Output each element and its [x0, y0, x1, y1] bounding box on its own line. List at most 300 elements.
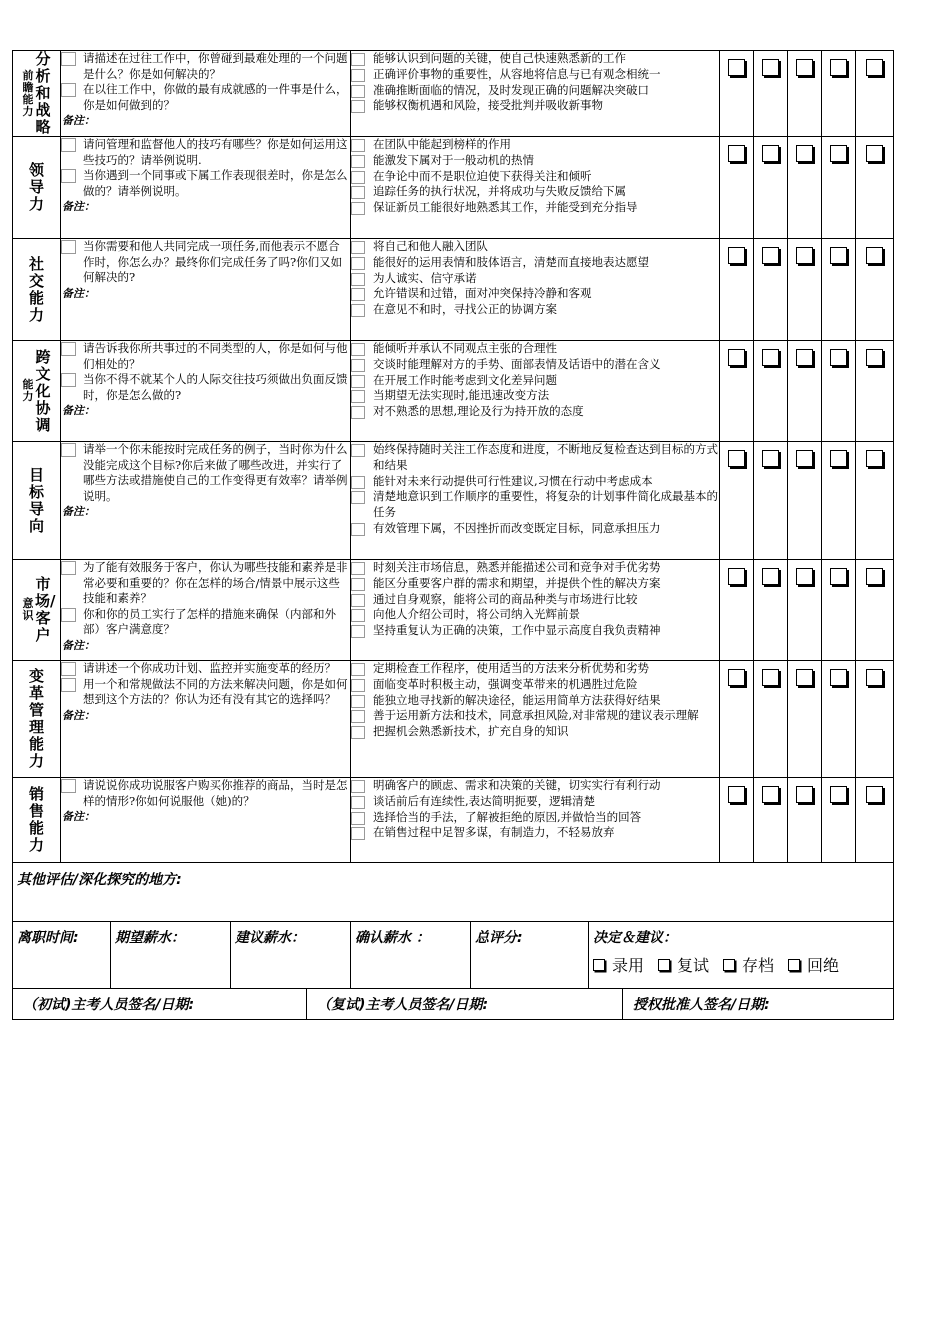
score-cell: [720, 137, 754, 239]
category-label-wrap: [13, 467, 60, 535]
competency-row: [13, 778, 894, 863]
question-item: [61, 341, 350, 372]
criterion-item: [351, 560, 719, 576]
checkbox-icon[interactable]: [351, 304, 365, 317]
competency-row: [13, 661, 894, 778]
criterion-text: 能够权衡机遇和风险，接受批判并吸收新事物: [373, 98, 603, 113]
checkbox-icon[interactable]: [351, 257, 365, 270]
checkbox-icon[interactable]: [351, 273, 365, 286]
score-cell: [856, 137, 894, 239]
question-text: 请举一个你未能按时完成任务的例子，当时你为什么没能完成这个目标?你后来做了哪些改进，并实行了哪些方法或措施使自己的工作变得更有效率？请举例说明。: [83, 442, 348, 503]
other-evaluation-field[interactable]: [13, 863, 894, 922]
decision-field: [589, 922, 894, 989]
score-checkbox-icon[interactable]: [728, 247, 745, 264]
competency-row: [13, 442, 894, 560]
checkbox-icon[interactable]: [351, 390, 365, 403]
question-item: [61, 168, 350, 199]
score-checkbox-icon[interactable]: [830, 59, 847, 76]
criterion-text: 能很好的运用表情和肢体语言，清楚而直接地表达愿望: [373, 254, 649, 269]
checkbox-icon[interactable]: [723, 959, 735, 971]
question-text: 当你需要和他人共同完成一项任务,而他表示不愿合作时，你怎么办？最终你们完成任务了吗?你们又如何解决的?: [83, 239, 343, 284]
checkbox-icon[interactable]: [351, 594, 365, 607]
criterion-text: 选择恰当的手法，了解被拒绝的原因,并做恰当的回答: [373, 809, 642, 824]
evaluation-criteria: [351, 341, 720, 442]
category-main-label: 领导力: [28, 161, 44, 213]
category-main-label: 销售能力: [28, 785, 44, 854]
note-label: 备注：: [62, 114, 95, 127]
score-checkbox-icon[interactable]: [866, 450, 883, 467]
criterion-item: [351, 98, 719, 114]
checkbox-icon[interactable]: [351, 288, 365, 301]
evaluation-criteria: [351, 137, 720, 239]
question-text: 请告诉我你所共事过的不同类型的人，你是如何与他们相处的？: [83, 341, 348, 371]
score-checkbox-icon[interactable]: [866, 568, 883, 585]
decision-options: [593, 953, 889, 976]
checkbox-icon[interactable]: [351, 780, 365, 793]
question-item: [61, 661, 350, 677]
score-checkbox-icon[interactable]: [796, 247, 813, 264]
confirmed-salary-label: 确认薪水 ：: [355, 930, 430, 946]
criterion-text: 有效管理下属，不因挫折而改变既定目标，同意承担压力: [373, 520, 661, 535]
criterion-text: 准确推断面临的情况，及时发现正确的问题解决突破口: [373, 82, 649, 97]
checkbox-icon[interactable]: [351, 827, 365, 840]
checkbox-icon[interactable]: [351, 695, 365, 708]
competency-category: [13, 661, 61, 778]
question-item: [61, 442, 350, 504]
decision-label: 决定＆建议：: [593, 930, 677, 946]
score-checkbox-icon[interactable]: [796, 145, 813, 162]
category-label-wrap: [13, 576, 60, 644]
criterion-item: [351, 825, 719, 841]
score-checkbox-icon[interactable]: [762, 59, 779, 76]
competency-row: [13, 51, 894, 137]
criterion-text: 正确评价事物的重要性，从容地将信息与已有观念相统一: [373, 66, 661, 81]
criterion-text: 能够认识到问题的关键，使自己快速熟悉新的工作: [373, 51, 626, 65]
category-main-label: 市场/客户: [35, 575, 56, 644]
criterion-item: [351, 388, 719, 404]
checkbox-icon[interactable]: [351, 202, 365, 215]
category-main-label: 变革管理能力: [28, 667, 44, 770]
score-checkbox-icon[interactable]: [762, 349, 779, 366]
question-text: 请讲述一个你成功计划、监控并实施变革的经历？: [83, 661, 336, 675]
score-checkbox-icon[interactable]: [830, 349, 847, 366]
checkbox-icon[interactable]: [61, 608, 76, 622]
category-label-wrap: [13, 162, 60, 213]
criterion-item: [351, 341, 719, 357]
competency-row: [13, 341, 894, 442]
interview-questions: [61, 239, 351, 341]
criterion-text: 能针对未来行动提供可行性建议,习惯在行动中考虑成本: [373, 473, 653, 488]
question-item: [61, 560, 350, 607]
signature-table: [12, 989, 894, 1020]
interview-questions: [61, 442, 351, 560]
checkbox-icon[interactable]: [61, 52, 76, 66]
category-side-label: 前瞻能力: [22, 68, 34, 118]
interview-questions: [61, 560, 351, 661]
competency-category: [13, 137, 61, 239]
leave-time-label: 离职时间:: [17, 930, 79, 946]
evaluation-criteria: [351, 51, 720, 137]
checkbox-icon[interactable]: [61, 169, 76, 183]
checkbox-icon[interactable]: [351, 710, 365, 723]
checkbox-icon[interactable]: [61, 373, 76, 387]
criterion-item: [351, 83, 719, 99]
checkbox-icon[interactable]: [593, 959, 605, 971]
criterion-text: 能区分重要客户群的需求和期望，并提供个性的解决方案: [373, 575, 661, 590]
category-main-label: 社交能力: [28, 254, 44, 324]
criterion-item: [351, 137, 719, 153]
question-text: 用一个和常规做法不同的方法来解决问题，你是如何想到这个方法的？你认为还有没有其它的选择吗？: [83, 676, 348, 706]
criterion-text: 对不熟悉的思想,理论及行为持开放的态度: [373, 404, 584, 419]
checkbox-icon[interactable]: [61, 443, 76, 457]
criterion-item: [351, 677, 719, 693]
score-checkbox-icon[interactable]: [762, 568, 779, 585]
score-checkbox-icon[interactable]: [796, 450, 813, 467]
score-checkbox-icon[interactable]: [762, 247, 779, 264]
checkbox-icon[interactable]: [61, 779, 76, 793]
checkbox-icon[interactable]: [61, 240, 76, 254]
score-cell: [754, 778, 788, 863]
criterion-text: 善于运用新方法和技术，同意承担风险,对非常规的建议表示理解: [373, 708, 699, 723]
checkbox-icon[interactable]: [351, 578, 365, 591]
score-cell: [822, 560, 856, 661]
second-signature-label: （复试)主考人员签名/日期:: [317, 997, 489, 1013]
checkbox-icon[interactable]: [788, 959, 800, 971]
decision-option-label: 复试: [677, 956, 710, 975]
score-cell: [822, 239, 856, 341]
score-cell: [754, 137, 788, 239]
criterion-text: 向他人介绍公司时，将公司纳入光辉前景: [373, 607, 580, 622]
score-cell: [754, 560, 788, 661]
criterion-item: [351, 373, 719, 389]
score-checkbox-icon[interactable]: [796, 786, 813, 803]
score-cell: [788, 51, 822, 137]
checkbox-icon[interactable]: [351, 375, 365, 388]
score-cell: [822, 442, 856, 560]
checkbox-icon[interactable]: [61, 561, 76, 575]
checkbox-icon[interactable]: [351, 343, 365, 356]
criterion-text: 始终保持随时关注工作态度和进度，不断地反复检查达到目标的方式和结果: [373, 442, 718, 472]
interview-questions: [61, 51, 351, 137]
checkbox-icon[interactable]: [351, 444, 365, 457]
first-interviewer-signature[interactable]: [13, 989, 307, 1020]
score-cell: [788, 442, 822, 560]
score-checkbox-icon[interactable]: [728, 786, 745, 803]
checkbox-icon[interactable]: [658, 959, 670, 971]
category-label-wrap: [13, 51, 60, 136]
checkbox-icon[interactable]: [61, 678, 76, 692]
criterion-text: 把握机会熟悉新技术，扩充自身的知识: [373, 724, 569, 739]
score-cell: [720, 341, 754, 442]
category-side-label: 能力: [22, 378, 34, 403]
category-main-label: 跨文化协调: [35, 347, 51, 434]
checkbox-icon[interactable]: [351, 491, 365, 504]
score-cell: [720, 661, 754, 778]
evaluation-criteria: [351, 560, 720, 661]
suggested-salary-label: 建议薪水：: [235, 930, 305, 946]
score-cell: [822, 341, 856, 442]
note-label: 备注：: [62, 810, 95, 823]
criterion-item: [351, 153, 719, 169]
criterion-item: [351, 607, 719, 623]
decision-option-hire[interactable]: [593, 956, 644, 975]
score-checkbox-icon[interactable]: [830, 450, 847, 467]
score-cell: [856, 442, 894, 560]
criterion-text: 在开展工作时能考虑到文化差异问题: [373, 372, 557, 387]
decision-option-reject[interactable]: [788, 956, 839, 975]
evaluation-criteria: [351, 661, 720, 778]
criterion-item: [351, 576, 719, 592]
score-cell: [856, 560, 894, 661]
score-cell: [856, 778, 894, 863]
note-label: 备注：: [62, 200, 95, 213]
score-checkbox-icon[interactable]: [866, 247, 883, 264]
competency-row: [13, 137, 894, 239]
question-text: 你和你的员工实行了怎样的措施来确保（内部和外部）客户满意度？: [83, 606, 336, 636]
score-checkbox-icon[interactable]: [830, 145, 847, 162]
criterion-text: 在团队中能起到榜样的作用: [373, 137, 511, 151]
score-cell: [754, 239, 788, 341]
criterion-text: 坚持重复认为正确的决策，工作中显示高度自我负责精神: [373, 623, 661, 638]
question-item: [61, 677, 350, 708]
checkbox-icon[interactable]: [351, 53, 365, 66]
approver-signature-label: 授权批准人签名/日期:: [633, 997, 770, 1013]
category-side-label: 意识: [22, 597, 34, 622]
score-cell: [822, 778, 856, 863]
score-checkbox-icon[interactable]: [830, 669, 847, 686]
total-score-field[interactable]: [471, 922, 589, 989]
score-cell: [720, 442, 754, 560]
score-checkbox-icon[interactable]: [762, 450, 779, 467]
decision-option-label: 录用: [612, 956, 645, 975]
score-checkbox-icon[interactable]: [762, 145, 779, 162]
question-item: [61, 82, 350, 113]
criterion-item: [351, 200, 719, 216]
checkbox-icon[interactable]: [351, 796, 365, 809]
checkbox-icon[interactable]: [351, 679, 365, 692]
score-cell: [720, 778, 754, 863]
criterion-text: 能激发下属对于一般动机的热情: [373, 152, 534, 167]
score-cell: [720, 51, 754, 137]
summary-table: [12, 863, 894, 989]
checkbox-icon[interactable]: [351, 523, 365, 536]
decision-option-label: 存档: [742, 956, 775, 975]
criterion-text: 在销售过程中足智多谋，有制造力，不轻易放弃: [373, 825, 615, 840]
expected-salary-label: 期望薪水：: [115, 930, 185, 946]
criterion-text: 清楚地意识到工作顺序的重要性，将复杂的计划事件简化成最基本的任务: [373, 489, 718, 520]
criterion-text: 将自己和他人融入团队: [373, 239, 488, 253]
checkbox-icon[interactable]: [351, 85, 365, 98]
criterion-text: 时刻关注市场信息，熟悉并能描述公司和竞争对手优劣势: [373, 560, 661, 574]
criterion-item: [351, 357, 719, 373]
score-cell: [754, 661, 788, 778]
score-checkbox-icon[interactable]: [796, 669, 813, 686]
checkbox-icon[interactable]: [351, 609, 365, 622]
criterion-text: 为人诚实、信守承诺: [373, 270, 477, 285]
criterion-item: [351, 474, 719, 490]
question-item: [61, 778, 350, 809]
expected-salary-field[interactable]: [111, 922, 231, 989]
score-cell: [856, 239, 894, 341]
criterion-item: [351, 592, 719, 608]
question-item: [61, 372, 350, 403]
score-cell: [822, 661, 856, 778]
first-signature-label: （初试)主考人员签名/日期:: [23, 997, 195, 1013]
question-text: 当你不得不就某个人的人际交往技巧须做出负面反馈时，你是怎么做的?: [83, 372, 348, 402]
question-item: [61, 239, 350, 286]
criterion-item: [351, 255, 719, 271]
criterion-text: 在意见不和时，寻找公正的协调方案: [373, 302, 557, 317]
checkbox-icon[interactable]: [351, 625, 365, 638]
score-checkbox-icon[interactable]: [728, 450, 745, 467]
score-cell: [822, 51, 856, 137]
criterion-item: [351, 302, 719, 318]
checkbox-icon[interactable]: [351, 155, 365, 168]
checkbox-icon[interactable]: [351, 476, 365, 489]
criterion-text: 通过自身观察，能将公司的商品种类与市场进行比较: [373, 591, 638, 606]
checkbox-icon[interactable]: [351, 171, 365, 184]
checkbox-icon[interactable]: [351, 241, 365, 254]
interview-questions: [61, 661, 351, 778]
criterion-item: [351, 286, 719, 302]
competency-row: [13, 560, 894, 661]
evaluation-criteria: [351, 778, 720, 863]
score-checkbox-icon[interactable]: [728, 349, 745, 366]
question-text: 请说说你成功说服客户购买你推荐的商品，当时是怎样的情形?你如何说服他（她)的？: [83, 778, 348, 808]
criterion-item: [351, 521, 719, 537]
checkbox-icon[interactable]: [351, 100, 365, 113]
criterion-item: [351, 271, 719, 287]
evaluation-criteria: [351, 442, 720, 560]
checkbox-icon[interactable]: [61, 662, 76, 676]
score-cell: [856, 661, 894, 778]
criterion-text: 能独立地寻找新的解决途径，能运用简单方法获得好结果: [373, 692, 661, 707]
question-item: [61, 51, 350, 82]
criterion-item: [351, 778, 719, 794]
checkbox-icon[interactable]: [351, 812, 365, 825]
decision-option-reinterview[interactable]: [658, 956, 709, 975]
competency-category: [13, 51, 61, 137]
score-checkbox-icon[interactable]: [796, 349, 813, 366]
competency-category: [13, 778, 61, 863]
checkbox-icon[interactable]: [351, 406, 365, 419]
checkbox-icon[interactable]: [61, 138, 76, 152]
criterion-text: 交谈时能理解对方的手势、面部表情及话语中的潜在含义: [373, 356, 661, 371]
score-checkbox-icon[interactable]: [762, 669, 779, 686]
question-text: 请问管理和监督他人的技巧有哪些？你是如何运用这些技巧的？请举例说明.: [83, 137, 348, 167]
score-checkbox-icon[interactable]: [728, 145, 745, 162]
leave-time-field[interactable]: [13, 922, 111, 989]
checkbox-icon[interactable]: [61, 83, 76, 97]
second-interviewer-signature[interactable]: [307, 989, 623, 1020]
question-item: [61, 607, 350, 638]
note-label: 备注：: [62, 708, 95, 722]
checkbox-icon[interactable]: [61, 342, 76, 356]
score-checkbox-icon[interactable]: [728, 669, 745, 686]
interview-evaluation-form: [12, 50, 893, 1020]
question-item: [61, 137, 350, 168]
score-cell: [788, 239, 822, 341]
suggested-salary-field[interactable]: [231, 922, 351, 989]
score-cell: [788, 661, 822, 778]
score-checkbox-icon[interactable]: [866, 786, 883, 803]
score-cell: [754, 51, 788, 137]
competency-category: [13, 341, 61, 442]
note-label: 备注：: [62, 404, 95, 417]
interview-questions: [61, 778, 351, 863]
criterion-item: [351, 442, 719, 474]
category-label-wrap: [13, 349, 60, 434]
checkbox-icon[interactable]: [351, 726, 365, 739]
score-cell: [754, 442, 788, 560]
score-cell: [720, 239, 754, 341]
note-label: 备注：: [62, 638, 95, 652]
approver-signature[interactable]: [623, 989, 894, 1020]
checkbox-icon[interactable]: [351, 186, 365, 199]
competency-table: [12, 50, 894, 863]
category-label-wrap: [13, 786, 60, 854]
interview-questions: [61, 137, 351, 239]
score-checkbox-icon[interactable]: [830, 568, 847, 585]
criterion-item: [351, 708, 719, 724]
question-text: 在以往工作中，你做的最有成就感的一件事是什么，你是如何做到的？: [83, 82, 348, 112]
competency-row: [13, 239, 894, 341]
score-checkbox-icon[interactable]: [866, 349, 883, 366]
criterion-item: [351, 67, 719, 83]
question-text: 为了能有效服务于客户，你认为哪些技能和素养是非常必要和重要的？你在怎样的场合/情景中展示这些技能和素养？: [83, 560, 348, 605]
score-checkbox-icon[interactable]: [866, 145, 883, 162]
criterion-item: [351, 794, 719, 810]
total-score-label: 总评分:: [475, 930, 523, 946]
note-label: 备注：: [62, 505, 95, 518]
criterion-item: [351, 239, 719, 255]
checkbox-icon[interactable]: [351, 663, 365, 676]
checkbox-icon[interactable]: [351, 139, 365, 152]
category-main-label: 目标导向: [28, 465, 44, 535]
category-main-label: 分析和战略: [35, 50, 51, 136]
criterion-item: [351, 623, 719, 639]
criterion-text: 追踪任务的执行状况，并将成功与失败反馈给下属: [373, 184, 626, 199]
score-cell: [754, 341, 788, 442]
decision-option-archive[interactable]: [723, 956, 774, 975]
score-checkbox-icon[interactable]: [866, 669, 883, 686]
confirmed-salary-field[interactable]: [351, 922, 471, 989]
criterion-text: 明确客户的顾虑、需求和决策的关键，切实实行有利行动: [373, 778, 661, 792]
score-checkbox-icon[interactable]: [728, 568, 745, 585]
score-checkbox-icon[interactable]: [866, 59, 883, 76]
criterion-text: 面临变革时积极主动，强调变革带来的机遇胜过危险: [373, 676, 638, 691]
evaluation-criteria: [351, 239, 720, 341]
score-checkbox-icon[interactable]: [796, 59, 813, 76]
criterion-text: 允许错误和过错，面对冲突保持冷静和客观: [373, 286, 592, 301]
score-checkbox-icon[interactable]: [796, 568, 813, 585]
score-cell: [788, 137, 822, 239]
criterion-item: [351, 184, 719, 200]
criterion-item: [351, 169, 719, 185]
checkbox-icon[interactable]: [351, 562, 365, 575]
score-cell: [788, 341, 822, 442]
criterion-item: [351, 489, 719, 521]
criterion-item: [351, 404, 719, 420]
score-checkbox-icon[interactable]: [830, 247, 847, 264]
checkbox-icon[interactable]: [351, 69, 365, 82]
criterion-item: [351, 810, 719, 826]
score-checkbox-icon[interactable]: [830, 786, 847, 803]
score-checkbox-icon[interactable]: [728, 59, 745, 76]
score-checkbox-icon[interactable]: [762, 786, 779, 803]
criterion-text: 谈话前后有连续性,表达简明扼要，逻辑清楚: [373, 793, 596, 808]
checkbox-icon[interactable]: [351, 359, 365, 372]
